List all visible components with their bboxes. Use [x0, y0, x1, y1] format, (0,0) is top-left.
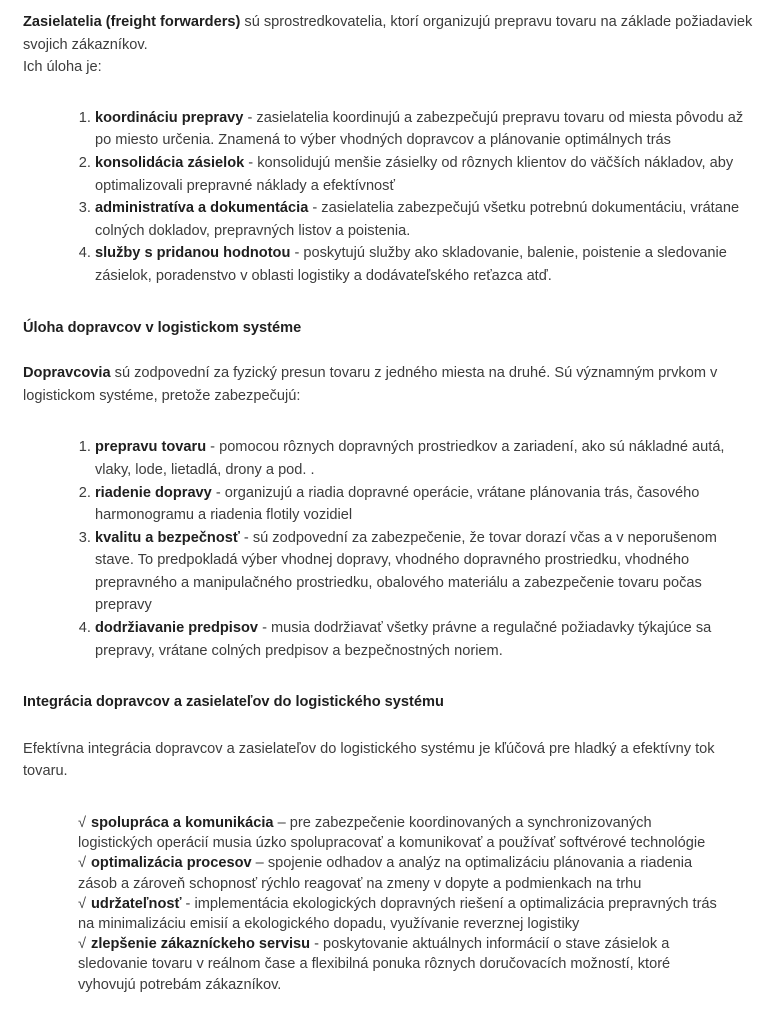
intro-paragraph — [23, 11, 758, 79]
list-item-text: - organizujú a riadia dopravné operácie, vrátane plánovania trás, časového harmonogramu a riadenia flotily vozidiel — [95, 484, 700, 524]
list-item-text: - pomocou rôznych dopravných prostriedkov a zariadení, ako sú nákladné autá, vlaky, lode, lietadlá, drony a pod. . — [95, 439, 725, 478]
list-item-text: - konsolidujú menšie zásielky od rôznych klientov do väčších nákladov, aby optimalizovali prepravné náklady a efektívnosť — [95, 154, 734, 194]
checklist-item-text: – spojenie odhadov a analýz na optimalizáciu plánovania a riadenia zásob a zároveň schopnosť rýchlo reagovať na zmeny v dopyte a podmienkach na trhu — [78, 855, 693, 892]
list-item-term: kvalitu a bezpečnosť — [95, 529, 240, 546]
carriers-text: sú zodpovední za fyzický presun tovaru z jedného miesta na druhé. Sú významným prvkom v logistickom systéme, pretože zabezpečujú: — [23, 365, 718, 404]
checklist-item — [78, 934, 723, 995]
role-line: Ich úloha je: — [23, 59, 102, 76]
list-item-text: - poskytujú služby ako skladovanie, balenie, poistenie a sledovanie zásielok, poradenstvo v oblasti logistiky a dodávateľského reťazca atď. — [95, 245, 727, 284]
list-item-text: - musia dodržiavať všetky právne a regulačné požiadavky týkajúce sa prepravy, vrátane colných predpisov a bezpečnostných noriem. — [95, 620, 712, 659]
checklist-item-text: – pre zabezpečenie koordinovaných a synchronizovaných logistických operácií musia úzko spolupracovať a komunikovať a používať softvérové technológie — [78, 815, 706, 852]
carriers-list — [23, 436, 758, 662]
intro-term: Zasielatelia (freight forwarders) — [23, 14, 241, 30]
integration-paragraph: Efektívna integrácia dopravcov a zasielateľov do logistického systému je kľúčová pre hladký a efektívny tok tovaru. — [23, 740, 715, 780]
list-item — [95, 107, 758, 152]
list-item — [95, 617, 758, 662]
list-item-term: prepravu tovaru — [95, 439, 207, 456]
list-item-term: riadenie dopravy — [95, 484, 212, 501]
section-heading-carriers: Úloha dopravcov v logistickom systéme — [23, 319, 302, 336]
carriers-term: Dopravcovia — [23, 365, 111, 382]
list-item-text: - sú zodpovední za zabezpečenie, že tovar dorazí včas a v neporušenom stave. To predpokladá výber vhodnej dopravy, vhodného dopravného prostriedku, vhodného prepravného a manipulačného prostriedku, obalového materiálu a zabezpečenie tovaru počas prepravy — [95, 529, 717, 614]
checkmark-icon: √ — [78, 855, 87, 872]
checklist-item-term: spolupráca a komunikácia — [91, 815, 274, 832]
document-body — [23, 11, 758, 995]
list-item — [95, 436, 758, 481]
checklist-item-term: udržateľnosť — [91, 895, 182, 912]
checklist-item — [78, 853, 723, 893]
list-item — [95, 197, 758, 242]
checklist-item-term: zlepšenie zákazníckeho servisu — [91, 936, 311, 953]
checklist-item — [78, 813, 723, 853]
checkmark-icon: √ — [78, 936, 87, 953]
list-item-term: konsolidácia zásielok — [95, 154, 245, 171]
list-item — [95, 242, 758, 287]
list-item-term: služby s pridanou hodnotou — [95, 245, 291, 262]
list-item-text: - zasielatelia koordinujú a zabezpečujú prepravu tovaru od miesta pôvodu až po miesto určenia. Znamená to výber vhodných dopravcov a plánovanie optimálnych trás — [95, 109, 744, 149]
forwarder-tasks-list — [23, 107, 758, 288]
list-item — [95, 482, 758, 527]
carriers-paragraph — [23, 362, 758, 407]
checklist-item-term: optimalizácia procesov — [91, 855, 252, 872]
list-item-text: - zasielatelia zabezpečujú všetku potrebnú dokumentáciu, vrátane colných dokladov, prepravných listov a poistenia. — [95, 200, 740, 239]
list-item-term: koordináciu prepravy — [95, 109, 244, 126]
checklist-item-text: - implementácia ekologických dopravných riešení a optimalizácia prepravných trás na minimalizáciu emisií a ekologického dopadu, využívanie reverznej logistiky — [78, 895, 717, 933]
checklist-item — [78, 894, 723, 934]
list-item — [95, 527, 758, 617]
intro-text: sú sprostredkovatelia, ktorí organizujú prepravu tovaru na základe požiadaviek svojich zákazníkov. — [23, 14, 753, 53]
list-item-term: dodržiavanie predpisov — [95, 620, 259, 637]
section-heading-integration: Integrácia dopravcov a zasielateľov do logistického systému — [23, 694, 444, 711]
list-item-term: administratíva a dokumentácia — [95, 200, 309, 217]
integration-checklist — [23, 813, 758, 995]
checkmark-icon: √ — [78, 895, 87, 912]
list-item — [95, 152, 758, 197]
checklist-item-text: - poskytovanie aktuálnych informácií o stave zásielok a sledovanie tovaru v reálnom čase a flexibilná ponuka rôznych doručovacích možností, ktoré vyhovujú potrebám zákazníkov. — [78, 936, 671, 993]
checkmark-icon: √ — [78, 815, 87, 832]
